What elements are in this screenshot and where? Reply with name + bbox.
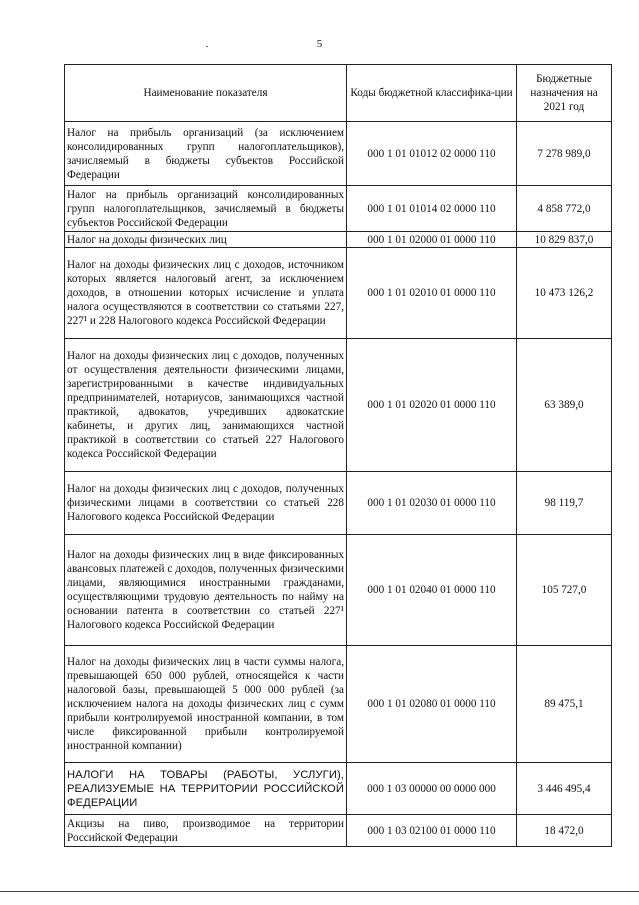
row-amount: 89 475,1: [517, 646, 612, 763]
row-name: Налог на доходы физических лиц в виде фиксированных авансовых платежей с доходов, полученных физическими лицами, являющимися иностранными гражданами, осуществляющими трудовую деятельность по найму на основании патента в соответствии со статьей 227¹ Налогового кодекса Российской Федерации: [65, 535, 347, 646]
row-code: 000 1 01 02010 01 0000 110: [347, 248, 517, 339]
budget-table: [64, 64, 612, 847]
row-code: 000 1 01 01012 02 0000 110: [347, 122, 517, 186]
table-row: [65, 472, 612, 535]
table-row: [65, 248, 612, 339]
row-name: Акцизы на пиво, производимое на территории Российской Федерации: [65, 815, 347, 847]
row-amount: 18 472,0: [517, 815, 612, 847]
row-name: Налог на прибыль организаций консолидированных групп налогоплательщиков, зачисляемый в бюджеты субъектов Российской Федерации: [65, 186, 347, 232]
table-row: [65, 815, 612, 847]
row-code: 000 1 01 02020 01 0000 110: [347, 339, 517, 472]
row-amount: 10 829 837,0: [517, 232, 612, 248]
row-code: 000 1 01 02040 01 0000 110: [347, 535, 517, 646]
row-name: Налог на доходы физических лиц с доходов, полученных физическими лицами в соответствии со статьей 228 Налогового кодекса Российской Федерации: [65, 472, 347, 535]
row-amount: 98 119,7: [517, 472, 612, 535]
table-row: [65, 535, 612, 646]
page-bottom-divider: [0, 891, 639, 892]
row-code: 000 1 01 02000 01 0000 110: [347, 232, 517, 248]
page-number: 5: [316, 38, 323, 50]
table-row: [65, 232, 612, 248]
row-amount: 63 389,0: [517, 339, 612, 472]
row-code: 000 1 01 02080 01 0000 110: [347, 646, 517, 763]
scan-speck: [206, 46, 208, 47]
row-name: Налог на доходы физических лиц с доходов, полученных от осуществления деятельности физическими лицами, зарегистрированными в качестве индивидуальных предпринимателей, нотариусов, занимающихся частной практикой, адвокатов, учредивших адвокатские кабинеты, и других лиц, занимающихся частной практикой в соответствии со статьей 227 Налогового кодекса Российской Федерации: [65, 339, 347, 472]
row-amount: 3 446 495,4: [517, 763, 612, 815]
row-code: 000 1 03 02100 01 0000 110: [347, 815, 517, 847]
table-row: [65, 186, 612, 232]
row-code: 000 1 01 01014 02 0000 110: [347, 186, 517, 232]
header-amount: Бюджетные назначения на 2021 год: [517, 65, 612, 122]
row-amount: 105 727,0: [517, 535, 612, 646]
row-amount: 4 858 772,0: [517, 186, 612, 232]
row-amount: 7 278 989,0: [517, 122, 612, 186]
row-name: Налог на доходы физических лиц с доходов, источником которых является налоговый агент, за исключением доходов, в отношении которых исчисление и уплата налога осуществляются в соответствии со статьями 227, 227¹ и 228 Налогового кодекса Российской Федерации: [65, 248, 347, 339]
row-name: НАЛОГИ НА ТОВАРЫ (РАБОТЫ, УСЛУГИ), РЕАЛИЗУЕМЫЕ НА ТЕРРИТОРИИ РОССИЙСКОЙ ФЕДЕРАЦИИ: [65, 763, 347, 815]
row-name: Налог на доходы физических лиц в части суммы налога, превышающей 650 000 рублей, относящейся к части налоговой базы, превышающей 5 000 000 рублей (за исключением налога на доходы физических лиц с сумм прибыли контролируемой иностранной компании, в том числе фиксированной прибыли контролируемой иностранной компании): [65, 646, 347, 763]
row-code: 000 1 01 02030 01 0000 110: [347, 472, 517, 535]
table-row: [65, 646, 612, 763]
header-name: Наименование показателя: [65, 65, 347, 122]
table-row: [65, 122, 612, 186]
row-name: Налог на доходы физических лиц: [65, 232, 347, 248]
row-code: 000 1 03 00000 00 0000 000: [347, 763, 517, 815]
table-row: [65, 339, 612, 472]
header-code: Коды бюджетной классифика-ции: [347, 65, 517, 122]
row-amount: 10 473 126,2: [517, 248, 612, 339]
table-row: [65, 763, 612, 815]
table-header-row: [65, 65, 612, 122]
row-name: Налог на прибыль организаций (за исключением консолидированных групп налогоплательщиков), зачисляемый в бюджеты субъектов Российской Федерации: [65, 122, 347, 186]
